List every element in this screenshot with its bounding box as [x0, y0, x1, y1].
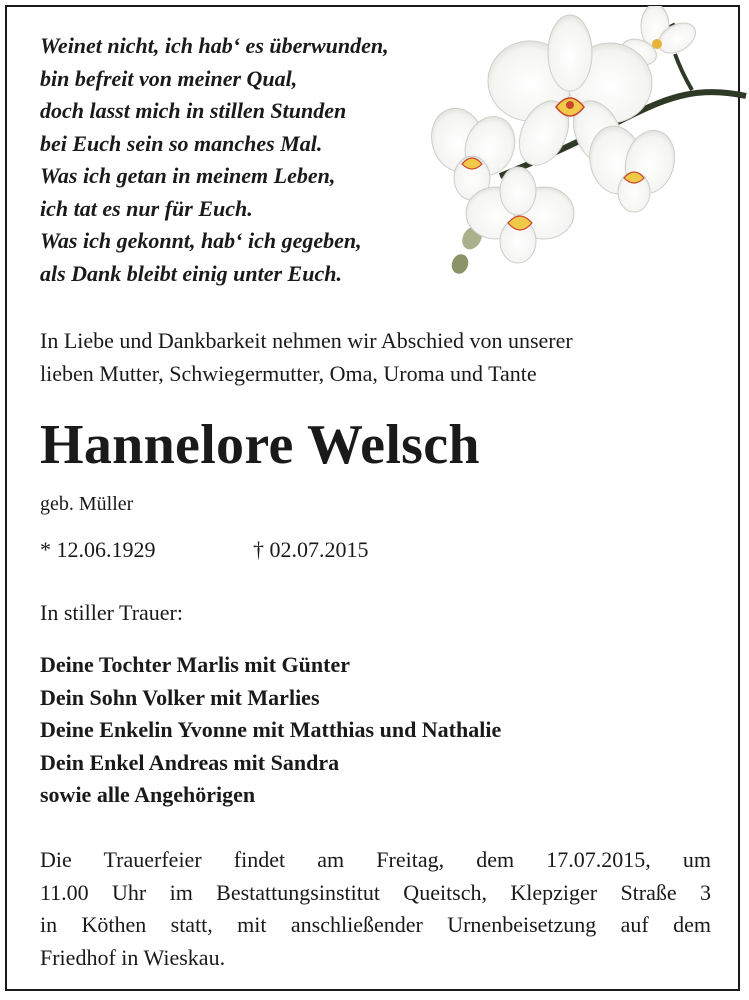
death-date: † 02.07.2015 [253, 537, 369, 562]
poem-line: als Dank bleibt einig unter Euch. [40, 260, 342, 286]
service-line: Friedhof in Wieskau. [40, 944, 226, 970]
birth-date: * 12.06.1929 [40, 537, 156, 562]
poem-line: bin befreit von meiner Qual, [40, 65, 298, 91]
birth-name: geb. Müller [40, 493, 134, 515]
mourning-label: In stiller Trauer: [40, 600, 183, 625]
poem-line: Was ich gekonnt, hab‘ ich gegeben, [40, 228, 362, 253]
mourner-item: Dein Enkel Andreas mit Sandra [40, 749, 340, 775]
mourner-item: Dein Sohn Volker mit Marlies [40, 684, 320, 710]
poem-line: doch lasst mich in stillen Stunden [40, 98, 347, 123]
intro-line: In Liebe und Dankbarkeit nehmen wir Abschied von unserer [40, 328, 573, 353]
intro-line: lieben Mutter, Schwiegermutter, Oma, Uroma und Tante [40, 361, 537, 386]
deceased-name: Hannelore Welsch [40, 414, 480, 476]
intro-text [40, 324, 573, 390]
poem-line: ich tat es nur für Euch. [40, 195, 253, 221]
orchid-image [430, 6, 748, 276]
service-line: Die Trauerfeier findet am Freitag, dem 17.07.2015, um [40, 847, 711, 872]
mourner-item: Deine Tochter Marlis mit Günter [40, 652, 350, 677]
poem [40, 30, 389, 290]
mourners-list [40, 649, 501, 812]
poem-line: Weinet nicht, ich hab‘ es überwunden, [40, 33, 389, 58]
service-line: 11.00 Uhr im Bestattungsinstitut Queitsch, Klepziger Straße 3 [40, 879, 711, 905]
service-details [40, 844, 711, 974]
mourner-item: sowie alle Angehörigen [40, 782, 256, 807]
poem-line: bei Euch sein so manches Mal. [40, 130, 323, 156]
mourner-item: Deine Enkelin Yvonne mit Matthias und Nathalie [40, 717, 502, 742]
service-line: in Köthen statt, mit anschließender Urnenbeisetzung auf dem [40, 912, 711, 937]
poem-line: Was ich getan in meinem Leben, [40, 163, 336, 188]
